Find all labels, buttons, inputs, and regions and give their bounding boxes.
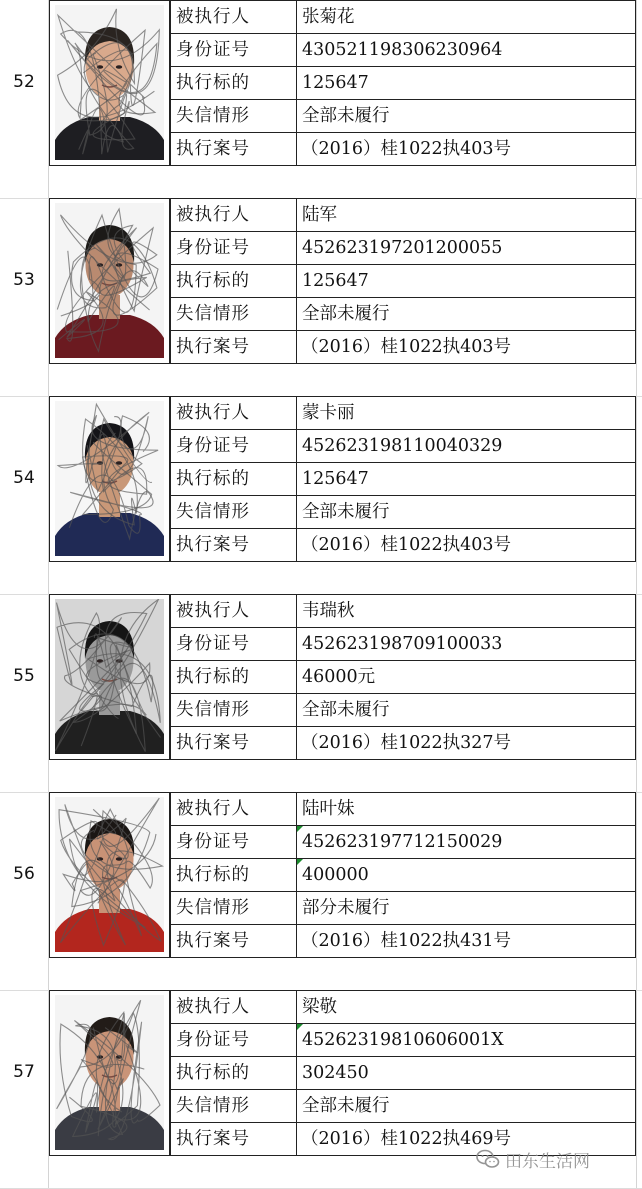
field-value [297,661,635,693]
photo-frame [55,797,164,952]
field-value [297,892,635,924]
photo-cell [49,990,170,1156]
field-value-text: （2016）桂1022执327号 [301,733,511,753]
field-label: 执行案号 [170,529,297,561]
field-value [297,1024,635,1056]
photo-cell [49,198,170,364]
field-value-text: 全部未履行 [302,700,390,720]
field-value-text: 125647 [302,271,369,291]
field-label: 执行标的 [170,67,297,99]
info-row [170,463,635,496]
info-table [170,198,636,364]
field-value [297,232,635,264]
watermark-text: 田东生活网 [505,1151,590,1172]
field-label: 身份证号 [170,826,297,858]
info-row [170,34,635,67]
field-value-text: 张菊花 [302,7,355,27]
info-row [170,727,635,760]
info-row [170,628,635,661]
info-row [170,67,635,100]
field-value-text: 梁敬 [302,997,337,1017]
field-label: 失信情形 [170,892,297,924]
field-label: 失信情形 [170,100,297,132]
record-number: 52 [13,71,35,92]
photo-frame [55,401,164,556]
field-value [297,1057,635,1089]
field-value-text: （2016）桂1022执469号 [301,1129,511,1149]
field-value [297,100,635,132]
field-value [297,925,635,957]
record-number: 57 [13,1061,35,1082]
photo-cell [49,0,170,166]
field-value [297,463,635,495]
record-number: 56 [13,863,35,884]
field-value-text: 陆叶妹 [302,799,355,819]
info-row [170,199,635,232]
field-label: 执行案号 [170,727,297,759]
field-value-text: （2016）桂1022执431号 [301,931,511,951]
field-value [297,859,635,891]
info-row [170,595,635,628]
field-value [297,67,635,99]
info-row [170,1024,635,1057]
info-table [170,396,636,562]
info-row [170,1,635,34]
field-label: 被执行人 [170,199,297,231]
field-label: 执行标的 [170,463,297,495]
portrait-photo [55,203,164,358]
field-label: 执行标的 [170,661,297,693]
field-value [297,727,635,759]
info-row [170,496,635,529]
field-value-text: 400000 [302,865,369,885]
field-value-text: 全部未履行 [302,106,390,126]
field-label: 身份证号 [170,430,297,462]
field-value [297,34,635,66]
field-value [297,793,635,825]
field-label: 身份证号 [170,34,297,66]
photo-cell [49,396,170,562]
portrait-photo [55,5,164,160]
field-label: 执行标的 [170,265,297,297]
field-value-text: 部分未履行 [302,898,390,918]
field-value-text: （2016）桂1022执403号 [301,535,511,555]
field-value [297,1090,635,1122]
field-value-text: （2016）桂1022执403号 [301,337,511,357]
field-value-text: 全部未履行 [302,1096,390,1116]
info-row [170,529,635,562]
field-value-text: 全部未履行 [302,304,390,324]
record-number: 54 [13,467,35,488]
info-row [170,694,635,727]
portrait-photo [55,599,164,754]
record-number: 53 [13,269,35,290]
cell-note-marker [297,859,303,865]
record-number: 55 [13,665,35,686]
field-value [297,397,635,429]
field-label: 执行案号 [170,925,297,957]
info-table [170,792,636,958]
info-row [170,1090,635,1123]
info-row [170,265,635,298]
wechat-icon [476,1149,500,1169]
field-value-text: 蒙卡丽 [302,403,355,423]
info-table [170,990,636,1156]
field-value-text: 46000元 [302,667,376,687]
field-label: 被执行人 [170,595,297,627]
photo-frame [55,5,164,160]
field-value-text: 125647 [302,73,369,93]
field-label: 失信情形 [170,694,297,726]
field-label: 身份证号 [170,628,297,660]
field-value-text: 45262319810606001X [302,1030,504,1050]
field-label: 执行标的 [170,859,297,891]
field-label: 被执行人 [170,1,297,33]
info-row [170,100,635,133]
field-value-text: 452623198110040329 [302,436,503,456]
field-value-text: 452623197712150029 [302,832,503,852]
portrait-photo [55,797,164,952]
info-row [170,991,635,1024]
info-row [170,133,635,166]
field-value-text: 430521198306230964 [302,40,503,60]
field-value-text: （2016）桂1022执403号 [301,139,511,159]
field-value [297,991,635,1023]
portrait-photo [55,401,164,556]
field-value [297,595,635,627]
field-label: 身份证号 [170,232,297,264]
field-label: 执行标的 [170,1057,297,1089]
cell-note-marker [297,1024,303,1030]
photo-frame [55,203,164,358]
field-label: 失信情形 [170,298,297,330]
info-row [170,859,635,892]
field-value [297,298,635,330]
field-label: 失信情形 [170,496,297,528]
field-value-text: 452623198709100033 [302,634,503,654]
field-value [297,133,635,165]
photo-frame [55,995,164,1150]
field-value [297,331,635,363]
info-row [170,298,635,331]
photo-cell [49,594,170,760]
field-value [297,430,635,462]
photo-cell [49,792,170,958]
field-value [297,496,635,528]
info-row [170,826,635,859]
field-label: 身份证号 [170,1024,297,1056]
info-row [170,925,635,958]
photo-frame [55,599,164,754]
field-value [297,826,635,858]
cell-note-marker [297,826,303,832]
field-value [297,265,635,297]
field-label: 被执行人 [170,991,297,1023]
info-row [170,430,635,463]
field-value-text: 韦瑞秋 [302,601,355,621]
watermark [476,1144,590,1174]
info-row [170,1057,635,1090]
field-label: 失信情形 [170,1090,297,1122]
field-value [297,1,635,33]
field-value-text: 陆军 [302,205,337,225]
field-value [297,199,635,231]
field-value-text: 125647 [302,469,369,489]
field-label: 执行案号 [170,1123,297,1155]
field-value [297,694,635,726]
info-row [170,892,635,925]
field-value [297,529,635,561]
field-label: 被执行人 [170,793,297,825]
info-table [170,0,636,166]
info-row [170,793,635,826]
info-row [170,661,635,694]
info-row [170,397,635,430]
field-value-text: 302450 [302,1063,369,1083]
portrait-photo [55,995,164,1150]
field-value-text: 全部未履行 [302,502,390,522]
field-label: 执行案号 [170,133,297,165]
field-value-text: 452623197201200055 [302,238,503,258]
info-row [170,232,635,265]
info-row [170,331,635,364]
info-table [170,594,636,760]
field-label: 被执行人 [170,397,297,429]
field-label: 执行案号 [170,331,297,363]
field-value [297,628,635,660]
